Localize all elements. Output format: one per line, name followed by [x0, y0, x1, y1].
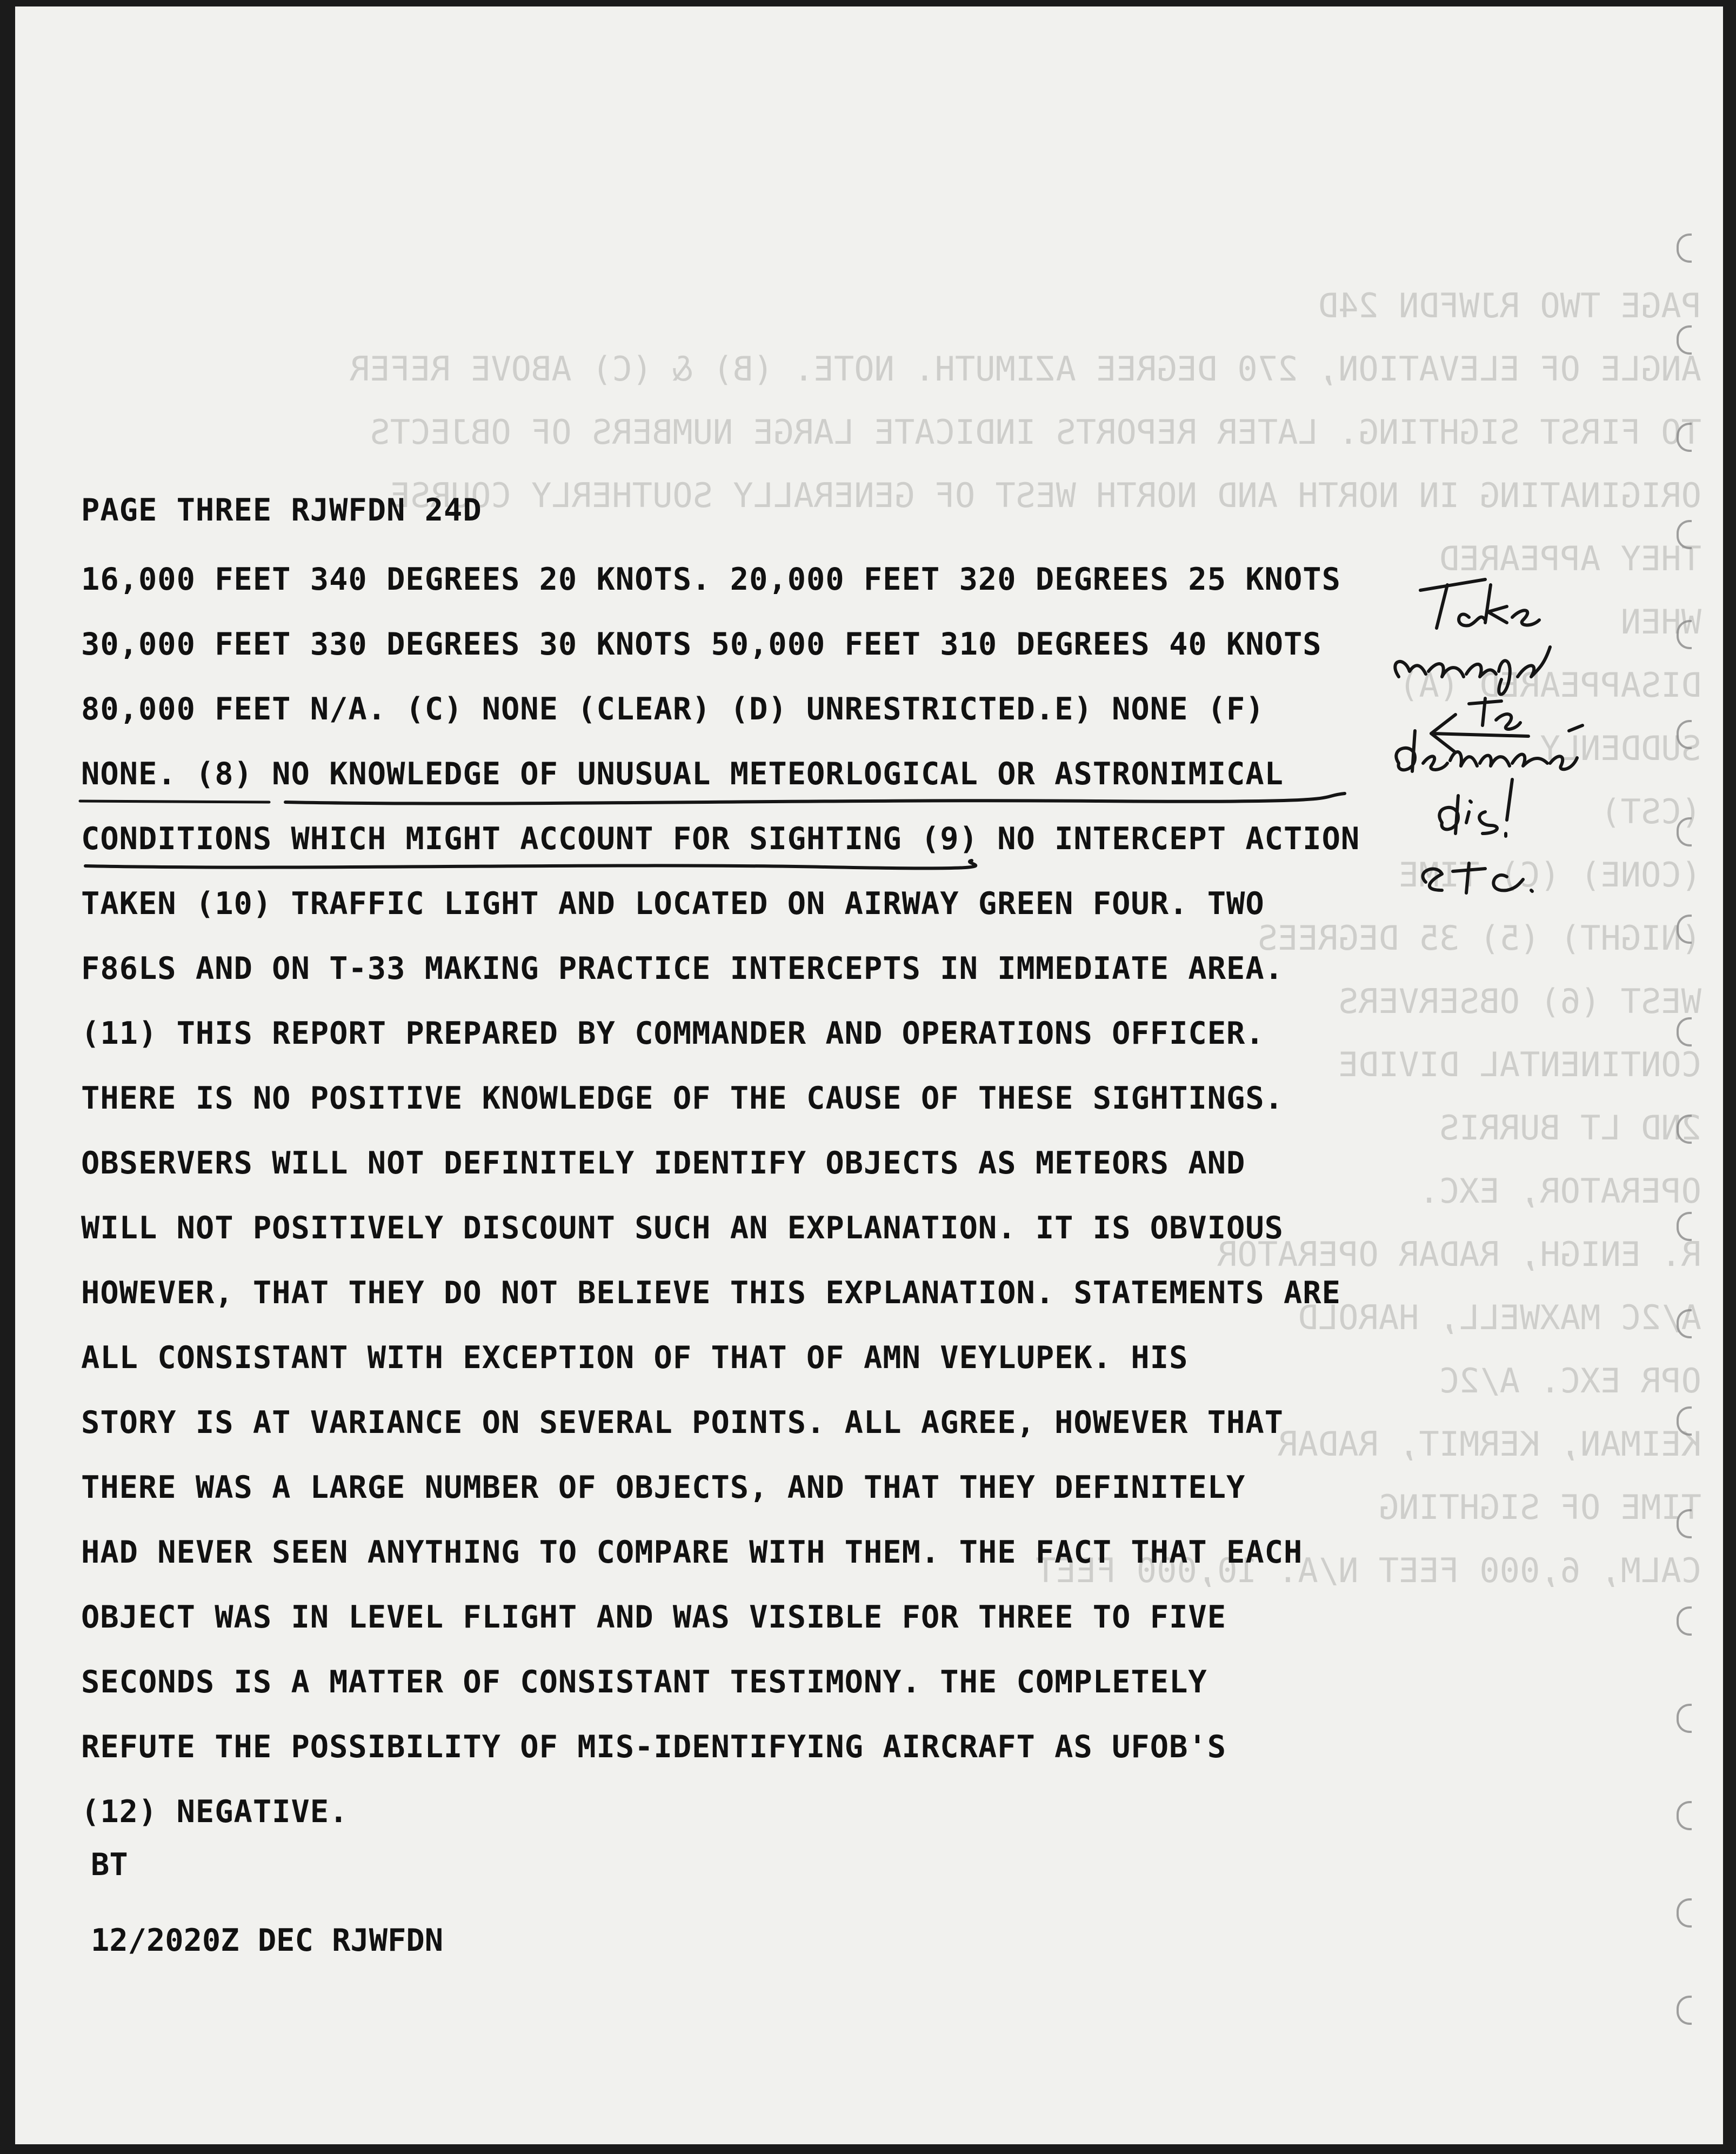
bleed-through-line: (CST) [1600, 792, 1701, 831]
bleed-through-line: SUDDENLY [1540, 729, 1701, 768]
text-line: WILL NOT POSITIVELY DISCOUNT SUCH AN EXPLANATION. IT IS OBVIOUS [81, 1210, 1284, 1246]
text-line: 30,000 FEET 330 DEGREES 30 KNOTS 50,000 FEET 310 DEGREES 40 KNOTS [81, 626, 1322, 662]
bleed-through-line: (NIGHT) (5) 35 DEGREES [1257, 918, 1701, 958]
bleed-through-line: (CONE) (C) TIME [1399, 855, 1701, 895]
feed-hole [1677, 234, 1692, 263]
text-line: 16,000 FEET 340 DEGREES 20 KNOTS. 20,000 FEET 320 DEGREES 25 KNOTS [81, 562, 1341, 597]
bleed-through-line: 2ND LT BURRIS [1439, 1108, 1701, 1148]
text-line: OBSERVERS WILL NOT DEFINITELY IDENTIFY OBJECTS AS METEORS AND [81, 1145, 1246, 1181]
bleed-through-line: R. ENIGH, RADAR OPERATOR [1217, 1235, 1701, 1274]
bleed-through-line: TIME OF SIGHTING [1378, 1488, 1701, 1527]
bleed-through-line: CONTINENTAL DIVIDE [1338, 1045, 1701, 1084]
text-line: F86LS AND ON T-33 MAKING PRACTICE INTERCEPTS IN IMMEDIATE AREA. [81, 951, 1284, 986]
text-line: (12) NEGATIVE. [81, 1794, 349, 1830]
teletype-body [81, 478, 1454, 1844]
text-line: HAD NEVER SEEN ANYTHING TO COMPARE WITH THEM. THE FACT THAT EACH [81, 1535, 1303, 1570]
text-line: 80,000 FEET N/A. (C) NONE (CLEAR) (D) UNRESTRICTED.E) NONE (F) [81, 691, 1265, 727]
bleed-through-line: WEST (6) OBSERVERS [1338, 982, 1701, 1021]
text-line: CONDITIONS WHICH MIGHT ACCOUNT FOR SIGHTING (9) NO INTERCEPT ACTION [81, 821, 1360, 857]
bleed-through-line: A/2C MAXWELL, HAROLD [1298, 1298, 1701, 1337]
feed-hole [1677, 1898, 1692, 1928]
text-line: HOWEVER, THAT THEY DO NOT BELIEVE THIS EXPLANATION. STATEMENTS ARE [81, 1275, 1341, 1311]
text-line: TAKEN (10) TRAFFIC LIGHT AND LOCATED ON AIRWAY GREEN FOUR. TWO [81, 886, 1265, 922]
bleed-through-line: OPR EXC. A/2C [1439, 1361, 1701, 1401]
break-marker: BT [91, 1847, 128, 1883]
bleed-through-line: WHEN [1620, 602, 1701, 642]
bleed-through-line: OPERATOR, EXC. [1419, 1171, 1701, 1211]
text-line: NONE. (8) NO KNOWLEDGE OF UNUSUAL METEORLOGICAL OR ASTRONIMICAL [81, 756, 1284, 792]
feed-hole [1677, 1801, 1692, 1830]
document-page [15, 6, 1723, 2144]
bleed-through-line: ANGLE OF ELEVATION, 270 DEGREE AZIMUTH. NOTE. (B) & (C) ABOVE REFER [350, 349, 1701, 389]
bleed-through-line: THEY APPEARED [1439, 539, 1701, 578]
feed-hole [1677, 1996, 1692, 2025]
text-line: ALL CONSISTANT WITH EXCEPTION OF THAT OF AMN VEYLUPEK. HIS [81, 1340, 1189, 1376]
text-line: THERE WAS A LARGE NUMBER OF OBJECTS, AND THAT THEY DEFINITELY [81, 1470, 1246, 1505]
text-line: OBJECT WAS IN LEVEL FLIGHT AND WAS VISIBLE FOR THREE TO FIVE [81, 1599, 1227, 1635]
bleed-through-line: KEIMAN, KERMIT, RADAR [1278, 1424, 1701, 1464]
bleed-through-line: DISAPPEARED (A) [1399, 665, 1701, 705]
feed-hole [1677, 1704, 1692, 1733]
text-line: PAGE THREE RJWFDN 24D [81, 492, 482, 528]
bleed-through-line: CALM, 6,000 FEET N/A. 10,000 FEET [1036, 1551, 1701, 1590]
bleed-through-line: TO FIRST SIGHTING. LATER REPORTS INDICATE LARGE NUMBERS OF OBJECTS [370, 412, 1701, 452]
text-line: STORY IS AT VARIANCE ON SEVERAL POINTS. ALL AGREE, HOWEVER THAT [81, 1405, 1284, 1441]
date-time-group: 12/2020Z DEC RJWFDN [91, 1923, 444, 1958]
handwritten-annotation [1377, 569, 1604, 915]
text-line: REFUTE THE POSSIBILITY OF MIS-IDENTIFYING AIRCRAFT AS UFOB'S [81, 1729, 1227, 1765]
bleed-through-line: ORIGINATING IN NORTH AND NORTH WEST OF GENERALLY SOUTHERLY COURSE [390, 476, 1701, 515]
text-line: THERE IS NO POSITIVE KNOWLEDGE OF THE CAUSE OF THESE SIGHTINGS. [81, 1081, 1284, 1116]
bleed-through-line: PAGE TWO RJWFDN 24D [1318, 286, 1701, 325]
text-line: (11) THIS REPORT PREPARED BY COMMANDER AND OPERATIONS OFFICER. [81, 1016, 1265, 1051]
text-line: SECONDS IS A MATTER OF CONSISTANT TESTIMONY. THE COMPLETELY [81, 1664, 1207, 1700]
